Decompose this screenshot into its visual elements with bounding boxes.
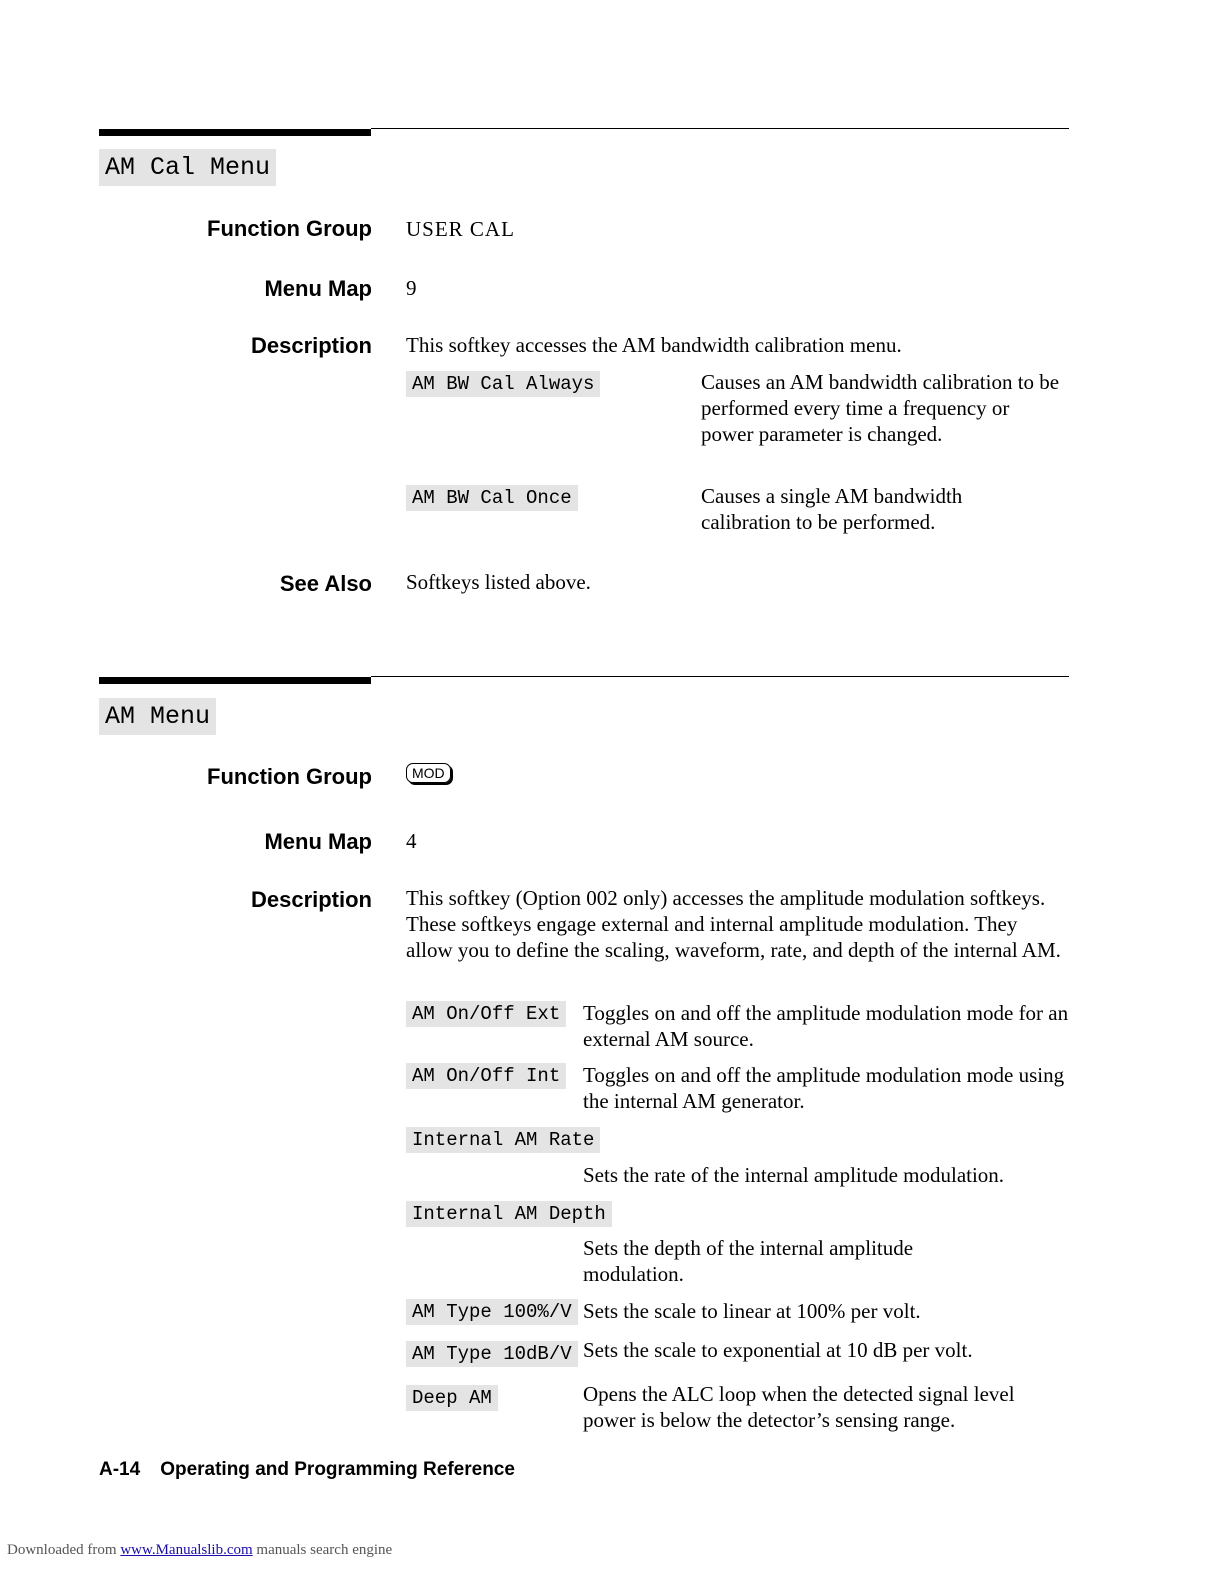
page-footer xyxy=(99,1459,515,1481)
description-label: Description xyxy=(250,887,372,912)
download-prefix: Downloaded from xyxy=(7,1542,117,1558)
description-text: This softkey (Option 002 only) accesses the amplitude modulation softkeys. These softkeys engage external and internal amplitude modulation. They allow you to define the scaling, waveform, rate, and depth of the internal AM. xyxy=(406,886,1061,962)
softkey-label[interactable]: AM Type 100%/V xyxy=(406,1299,578,1325)
section-rule-thin xyxy=(371,676,1069,677)
softkey-description: Sets the scale to linear at 100% per volt. xyxy=(583,1299,921,1323)
menu-map-label: Menu Map xyxy=(264,829,372,854)
softkey-label[interactable]: AM Type 10dB/V xyxy=(406,1341,578,1367)
description-label: Description xyxy=(250,333,372,358)
footer-title: Operating and Programming Reference xyxy=(160,1459,515,1480)
section-rule-thin xyxy=(371,128,1069,129)
section-rule-thick xyxy=(99,129,371,136)
function-group-value: USER CAL xyxy=(406,217,515,241)
softkey-label[interactable]: AM On/Off Ext xyxy=(406,1001,566,1027)
section-rule-thick xyxy=(99,677,371,684)
softkey-description: Sets the depth of the internal amplitude modulation. xyxy=(583,1236,914,1286)
download-suffix: manuals search engine xyxy=(256,1542,393,1558)
softkey-description: Toggles on and off the amplitude modulation mode for an external AM source. xyxy=(583,1001,1069,1051)
mod-hardkey[interactable]: MOD xyxy=(406,763,451,783)
softkey-label[interactable]: AM On/Off Int xyxy=(406,1063,566,1089)
function-group-label: Function Group xyxy=(207,216,372,241)
menu-map-value: 4 xyxy=(406,829,417,853)
function-group-value xyxy=(406,765,451,783)
manualslib-link[interactable]: www.Manualslib.com xyxy=(120,1542,253,1558)
softkey-am-on-off-ext xyxy=(406,1001,566,1027)
menu-map-value: 9 xyxy=(406,276,417,300)
softkey-description: Causes an AM bandwidth calibration to be performed every time a frequency or power parameter is changed. xyxy=(701,370,1060,446)
softkey-description: Sets the rate of the internal amplitude modulation. xyxy=(583,1163,1005,1187)
softkey-am-bw-cal-once xyxy=(406,485,578,511)
softkey-label[interactable]: Internal AM Rate xyxy=(406,1127,600,1153)
download-notice xyxy=(7,1542,392,1559)
see-also-label: See Also xyxy=(279,571,372,596)
softkey-deep-am xyxy=(406,1385,498,1411)
page-number: A-14 xyxy=(99,1459,141,1480)
softkey-label[interactable]: Deep AM xyxy=(406,1385,498,1411)
softkey-am-type-100-per-v xyxy=(406,1299,578,1325)
softkey-label[interactable]: AM BW Cal Once xyxy=(406,485,578,511)
see-also-value: Softkeys listed above. xyxy=(406,570,591,594)
softkey-description: Toggles on and off the amplitude modulation mode using the internal AM generator. xyxy=(583,1063,1065,1113)
softkey-description: Sets the scale to exponential at 10 dB per volt. xyxy=(583,1338,973,1362)
menu-title: AM Cal Menu xyxy=(99,149,276,186)
softkey-description: Causes a single AM bandwidth calibration to be performed. xyxy=(701,484,963,534)
description-text: This softkey accesses the AM bandwidth calibration menu. xyxy=(406,333,902,357)
function-group-label: Function Group xyxy=(207,764,372,789)
softkey-internal-am-rate xyxy=(406,1127,600,1153)
softkey-am-on-off-int xyxy=(406,1063,566,1089)
menu-map-label: Menu Map xyxy=(264,276,372,301)
menu-title: AM Menu xyxy=(99,698,216,735)
softkey-description: Opens the ALC loop when the detected signal level power is below the detector’s sensing range. xyxy=(583,1382,1015,1432)
softkey-am-bw-cal-always xyxy=(406,371,600,397)
softkey-internal-am-depth xyxy=(406,1201,612,1227)
softkey-am-type-10db-per-v xyxy=(406,1341,578,1367)
softkey-label[interactable]: AM BW Cal Always xyxy=(406,371,600,397)
softkey-label[interactable]: Internal AM Depth xyxy=(406,1201,612,1227)
